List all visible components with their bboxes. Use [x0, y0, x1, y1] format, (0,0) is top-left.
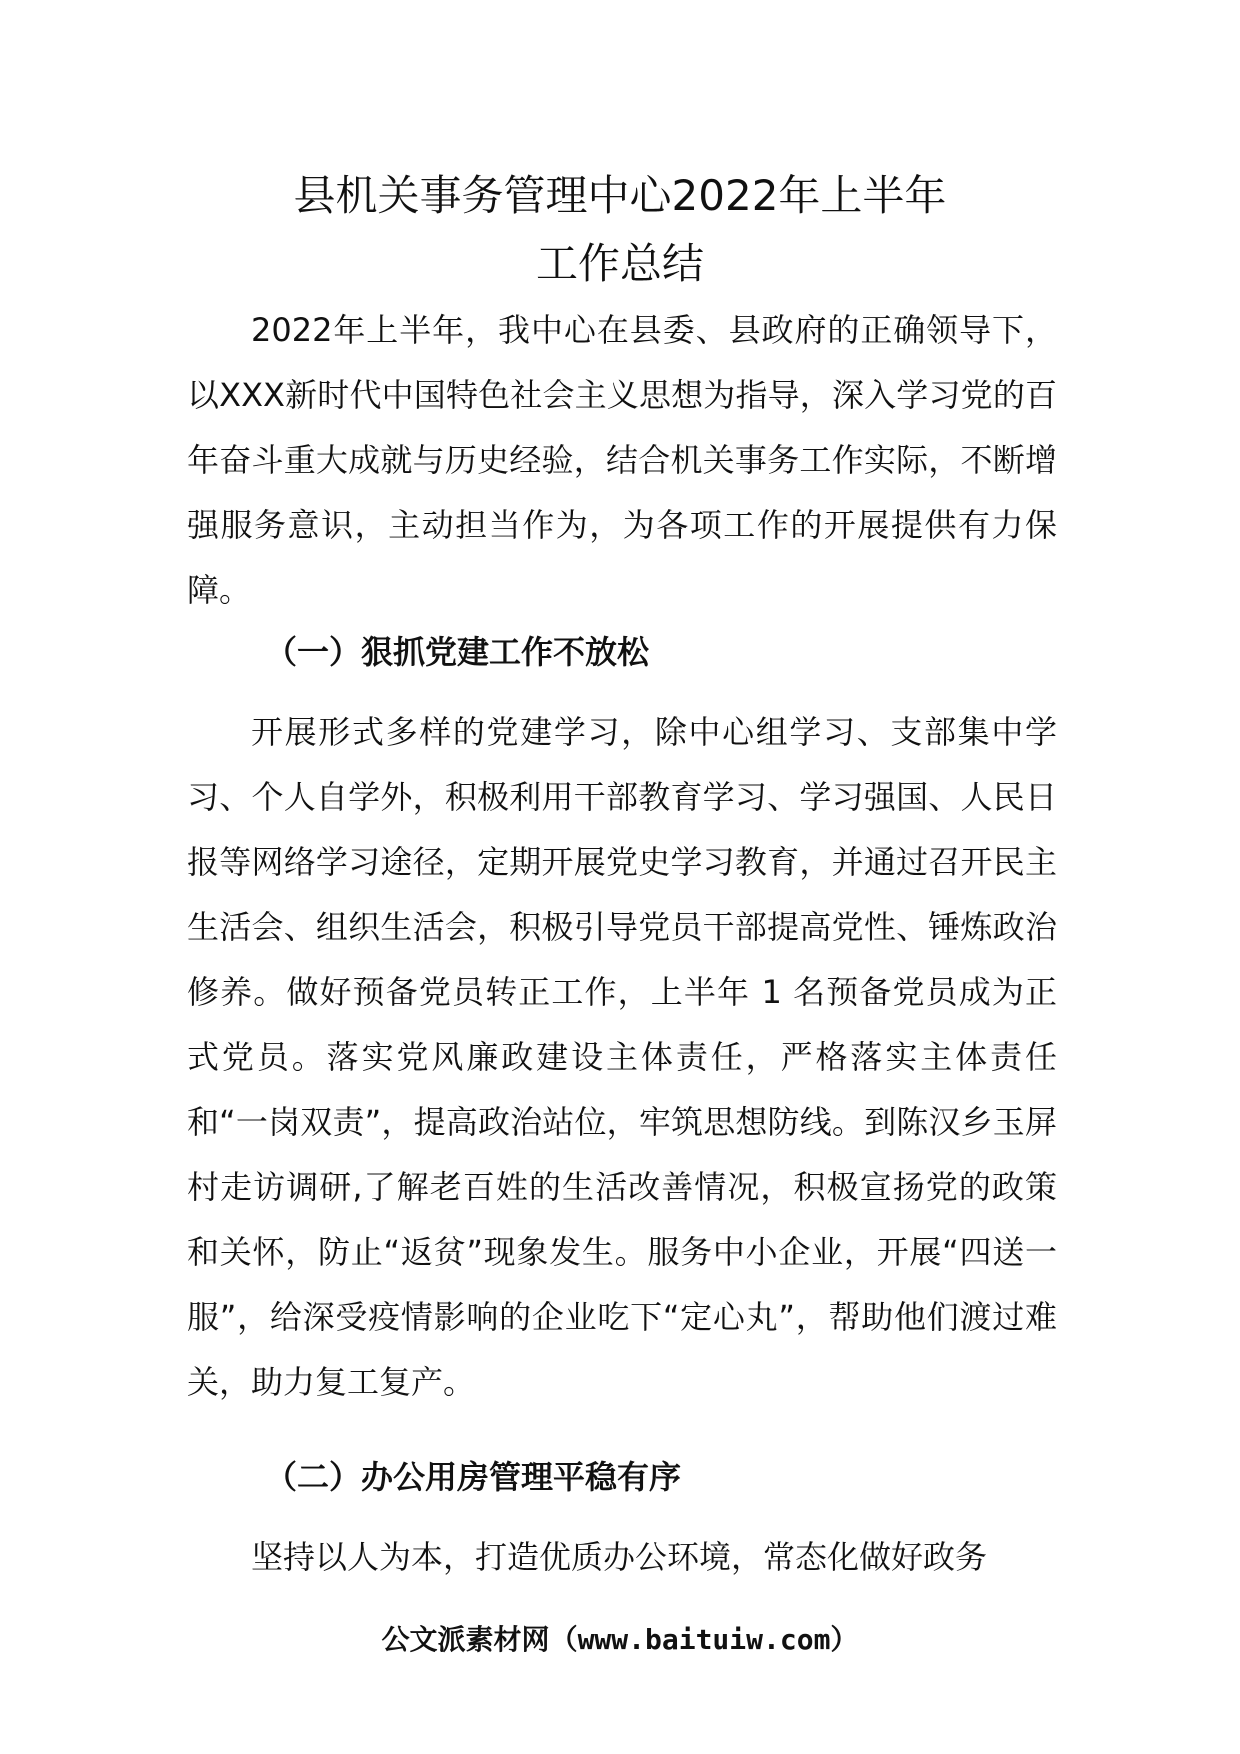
intro-paragraph: 2022年上半年，我中心在县委、县政府的正确领导下，以XXX新时代中国特色社会主义思想为指导，深入学习党的百年奋斗重大成就与历史经验，结合机关事务工作实际，不断增强服务意识，主动担当作为，为各项工作的开展提供有力保障。: [187, 311, 1057, 609]
document-title-line1: 县机关事务管理中心2022年上半年: [293, 171, 947, 220]
section1-paragraph: 开展形式多样的党建学习，除中心组学习、支部集中学习、个人自学外，积极利用干部教育学习、学习强国、人民日报等网络学习途径，定期开展党史学习教育，并通过召开民主生活会、组织生活会，积极引导党员干部提高党性、锤炼政治修养。做好预备党员转正工作，上半年 1 名预备党员成为正式党员。落实党风廉政建设主体责任，严格落实主体责任和“一岗双责”，提高政治站位，牢筑思想防线。到陈汉乡玉屏村走访调研,了解老百姓的生活改善情况，积极宣扬党的政策和关怀，防止“返贫”现象发生。服务中小企业，开展“四送一服”，给深受疫情影响的企业吃下“定心丸”，帮助他们渡过难关，助力复工复产。: [187, 713, 1057, 1401]
footer-site-name: 公文派素材网: [381, 1623, 550, 1656]
footer-site-url: （www.baituiw.com）: [549, 1623, 859, 1656]
section2-paragraph: 坚持以人为本，打造优质办公环境，常态化做好政务: [251, 1538, 988, 1576]
page-footer: [0, 1620, 1240, 1660]
section1-heading: （一）狠抓党建工作不放松: [265, 633, 650, 671]
document-title-line2: 工作总结: [535, 239, 704, 288]
section2-heading: （二）办公用房管理平稳有序: [265, 1458, 682, 1496]
